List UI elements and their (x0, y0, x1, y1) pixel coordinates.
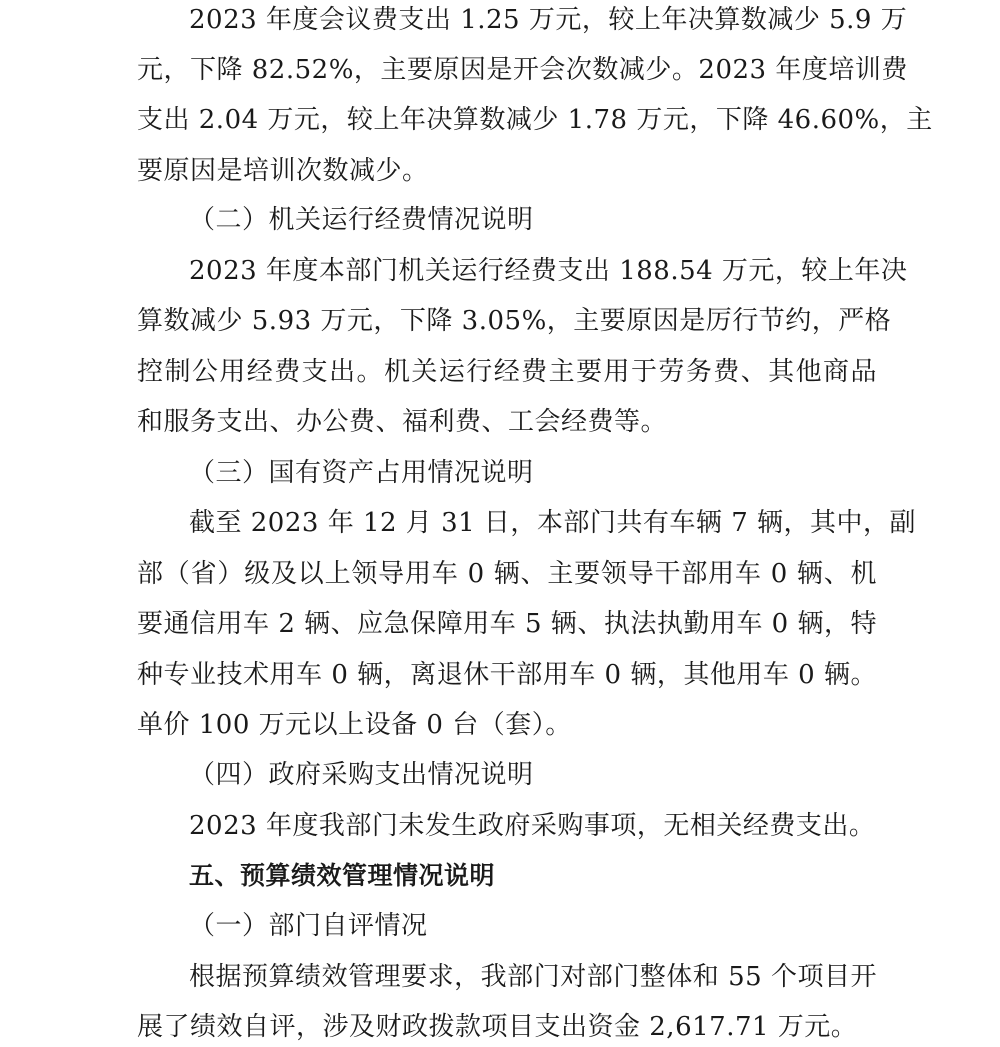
paragraph-line: 截至 2023 年 12 月 31 日，本部门共有车辆 7 辆，其中，副 (189, 508, 916, 538)
paragraph-line: 支出 2.04 万元，较上年决算数减少 1.78 万元，下降 46.60%，主 (137, 105, 933, 135)
paragraph-line: 部（省）级及以上领导用车 0 辆、主要领导干部用车 0 辆、机 (137, 559, 877, 589)
paragraph-line: 2023 年度本部门机关运行经费支出 188.54 万元，较上年决 (189, 256, 908, 286)
paragraph-line: 展了绩效自评，涉及财政拨款项目支出资金 2,617.71 万元。 (137, 1012, 858, 1042)
paragraph-line: 和服务支出、办公费、福利费、工会经费等。 (137, 407, 668, 437)
paragraph-line: 元，下降 82.52%，主要原因是开会次数减少。2023 年度培训费 (137, 55, 908, 85)
paragraph-line: 要通信用车 2 辆、应急保障用车 5 辆、执法执勤用车 0 辆，特 (137, 609, 877, 639)
section-heading: （三）国有资产占用情况说明 (189, 458, 534, 488)
paragraph-line: 种专业技术用车 0 辆，离退休干部用车 0 辆，其他用车 0 辆。 (137, 660, 877, 690)
paragraph-line: 算数减少 5.93 万元，下降 3.05%，主要原因是厉行节约，严格 (137, 306, 892, 336)
section-heading: （一）部门自评情况 (189, 911, 428, 941)
paragraph-line: 控制公用经费支出。机关运行经费主要用于劳务费、其他商品 (137, 357, 877, 387)
paragraph-line: 2023 年度会议费支出 1.25 万元，较上年决算数减少 5.9 万 (189, 5, 908, 35)
paragraph-line: 根据预算绩效管理要求，我部门对部门整体和 55 个项目开 (189, 962, 877, 992)
paragraph-line: 2023 年度我部门未发生政府采购事项，无相关经费支出。 (189, 811, 876, 841)
section-heading: （二）机关运行经费情况说明 (189, 205, 534, 235)
section-heading: （四）政府采购支出情况说明 (189, 760, 534, 790)
paragraph-line: 要原因是培训次数减少。 (137, 156, 429, 186)
paragraph-line: 单价 100 万元以上设备 0 台（套）。 (137, 710, 572, 740)
chapter-heading: 五、预算绩效管理情况说明 (189, 861, 496, 890)
